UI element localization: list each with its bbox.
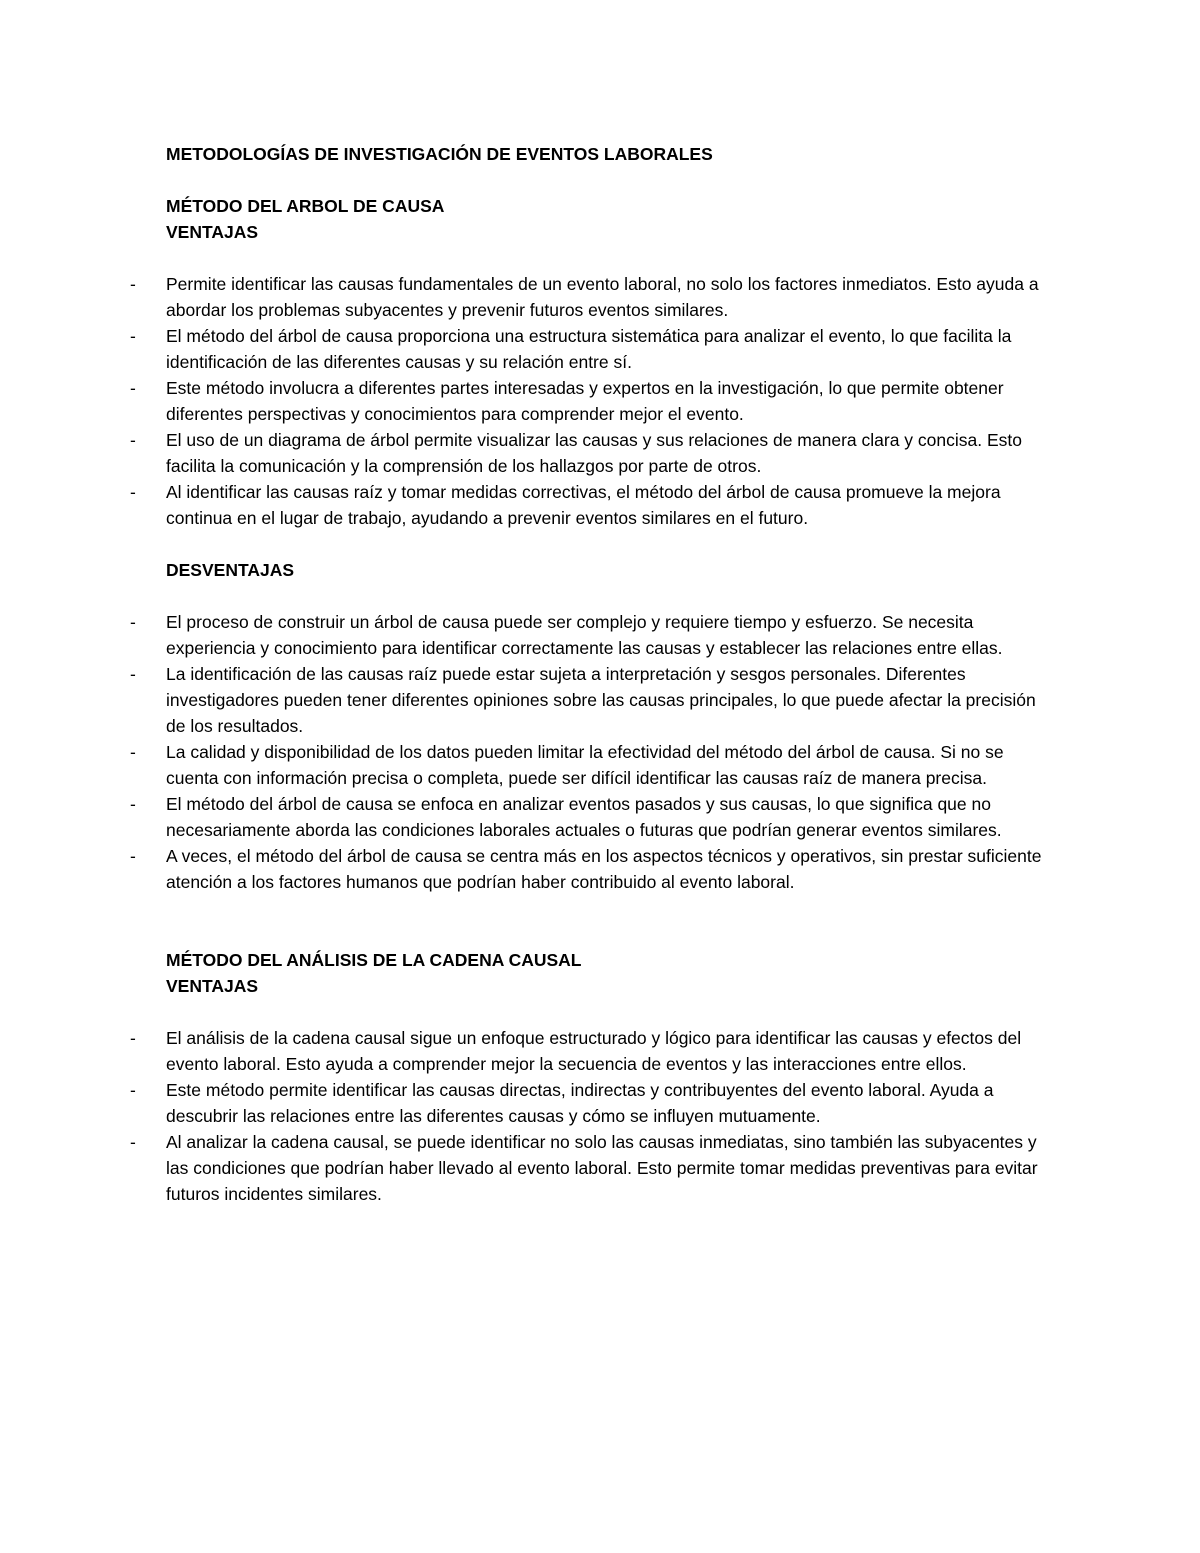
bullet-dash: - [130,1028,136,1048]
list-item-text: Este método permite identificar las causas directas, indirectas y contribuyentes del evento laboral. Ayuda a descubrir las relaciones entre las diferentes causas y cómo se influyen mutuamente. [166,1080,994,1126]
list-item-text: Al analizar la cadena causal, se puede identificar no solo las causas inmediatas, sino también las subyacentes y las condiciones que podrían haber llevado al evento laboral. Esto permite tomar medidas preventivas para evitar futuros incidentes similares. [166,1132,1038,1204]
advantages-list [130,1025,1046,1207]
section-spacer [166,895,1046,947]
disadvantages-list [130,609,1046,895]
list-item-text: La calidad y disponibilidad de los datos pueden limitar la efectividad del método del árbol de causa. Si no se cuenta con información precisa o completa, puede ser difícil identificar las causas raíz de manera precisa. [166,742,1004,788]
bullet-dash: - [130,1080,136,1100]
list-item [130,479,1046,531]
list-item [130,1025,1046,1077]
list-item-text: A veces, el método del árbol de causa se centra más en los aspectos técnicos y operativos, sin prestar suficiente atención a los factores humanos que podrían haber contribuido al evento laboral. [166,846,1042,892]
bullet-dash: - [130,742,136,762]
advantages-heading: VENTAJAS [166,976,259,996]
list-item-text: El análisis de la cadena causal sigue un enfoque estructurado y lógico para identificar las causas y efectos del evento laboral. Esto ayuda a comprender mejor la secuencia de eventos y las interacciones entre ellos. [166,1028,1022,1074]
document-content [130,141,1046,1207]
list-item-text: Permite identificar las causas fundamentales de un evento laboral, no solo los factores inmediatos. Esto ayuda a abordar los problemas subyacentes y prevenir futuros eventos similares. [166,274,1039,320]
section-title-arbol-de-causa: MÉTODO DEL ARBOL DE CAUSA [166,196,445,216]
list-item [130,323,1046,375]
list-item [130,427,1046,479]
list-item [130,661,1046,739]
advantages-list [130,271,1046,531]
bullet-dash: - [130,846,136,866]
section-title-cadena-causal: MÉTODO DEL ANÁLISIS DE LA CADENA CAUSAL [166,950,582,970]
disadvantages-heading: DESVENTAJAS [166,560,295,580]
list-item [130,791,1046,843]
list-item-text: Al identificar las causas raíz y tomar medidas correctivas, el método del árbol de causa promueve la mejora continua en el lugar de trabajo, ayudando a prevenir eventos similares en el futuro. [166,482,1001,528]
bullet-dash: - [130,326,136,346]
list-item-text: El uso de un diagrama de árbol permite visualizar las causas y sus relaciones de manera clara y concisa. Esto facilita la comunicación y la comprensión de los hallazgos por parte de otros. [166,430,1022,476]
bullet-dash: - [130,430,136,450]
list-item [130,375,1046,427]
list-item-text: El proceso de construir un árbol de causa puede ser complejo y requiere tiempo y esfuerzo. Se necesita experiencia y conocimiento para identificar correctamente las causas y establecer las relaciones entre ellas. [166,612,1003,658]
bullet-dash: - [130,482,136,502]
list-item [130,609,1046,661]
list-item-text: El método del árbol de causa se enfoca en analizar eventos pasados y sus causas, lo que significa que no necesariamente aborda las condiciones laborales actuales o futuras que podrían generar eventos similares. [166,794,1002,840]
list-item [130,1077,1046,1129]
list-item-text: El método del árbol de causa proporciona una estructura sistemática para analizar el evento, lo que facilita la identificación de las diferentes causas y su relación entre sí. [166,326,1012,372]
list-item [130,271,1046,323]
list-item [130,843,1046,895]
bullet-dash: - [130,612,136,632]
list-item [130,1129,1046,1207]
list-item-text: La identificación de las causas raíz puede estar sujeta a interpretación y sesgos personales. Diferentes investigadores pueden tener diferentes opiniones sobre las causas principales, lo que puede afectar la precisión de los resultados. [166,664,1036,736]
list-item-text: Este método involucra a diferentes partes interesadas y expertos en la investigación, lo que permite obtener diferentes perspectivas y conocimientos para comprender mejor el evento. [166,378,1004,424]
document-title: METODOLOGÍAS DE INVESTIGACIÓN DE EVENTOS LABORALES [166,144,713,164]
bullet-dash: - [130,664,136,684]
list-item [130,739,1046,791]
bullet-dash: - [130,378,136,398]
bullet-dash: - [130,274,136,294]
bullet-dash: - [130,1132,136,1152]
bullet-dash: - [130,794,136,814]
advantages-heading: VENTAJAS [166,222,259,242]
